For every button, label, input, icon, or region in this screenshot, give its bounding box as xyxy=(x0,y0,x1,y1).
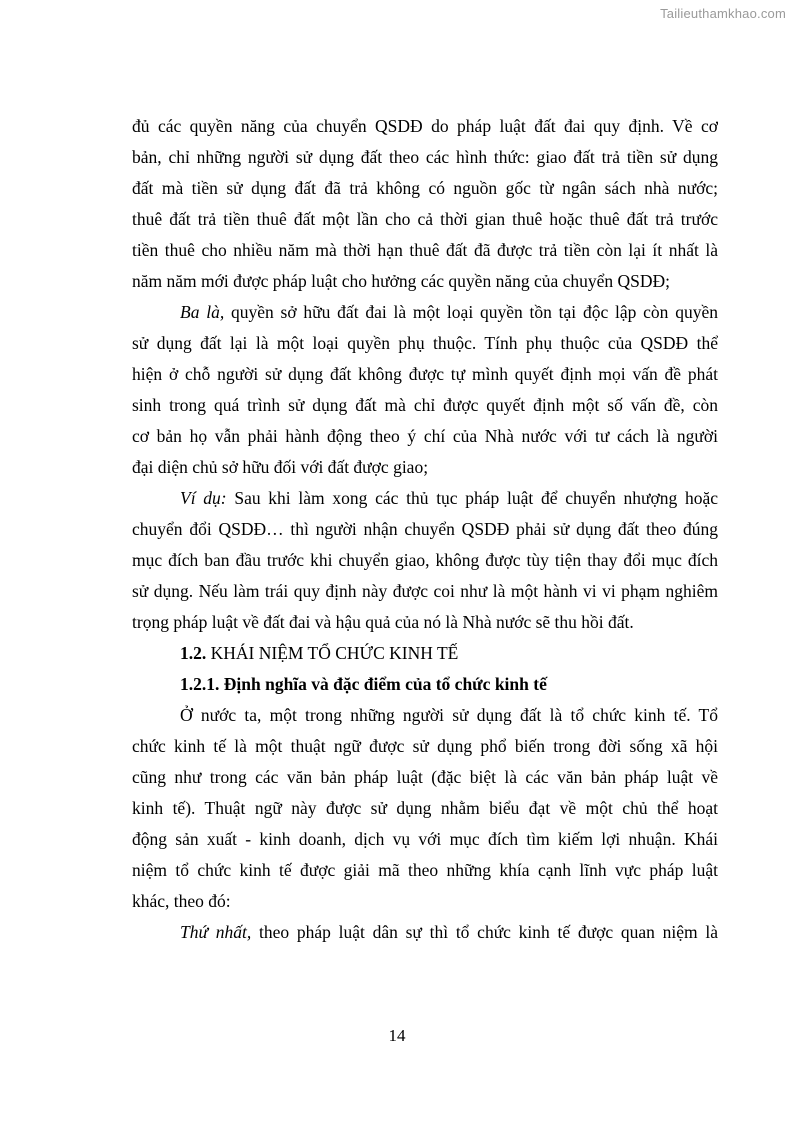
text-line: chức kinh tế là một thuật ngữ được sử dụng phổ biến trong đời sống xã hội xyxy=(132,736,718,756)
page-body xyxy=(132,111,718,948)
paragraph-thu-nhat xyxy=(132,917,718,948)
subsection-heading: 1.2.1. Định nghĩa và đặc điểm của tổ chức kinh tế xyxy=(180,674,547,694)
page-number: 14 xyxy=(388,1026,406,1045)
text-line: mục đích ban đầu trước khi chuyển giao, không được tùy tiện thay đổi mục đích xyxy=(132,550,718,570)
paragraph-continuation xyxy=(132,111,718,297)
text-line xyxy=(132,483,718,514)
italic-lead: Ví dụ: xyxy=(180,488,227,508)
text-line: niệm tổ chức kinh tế được giải mã theo những khía cạnh lĩnh vực pháp luật xyxy=(132,860,718,880)
section-number: 1.2. xyxy=(180,643,207,663)
text-line: chuyển đổi QSDĐ… thì người nhận chuyển QSDĐ phải sử dụng đất theo đúng xyxy=(132,519,718,539)
text-line: đủ các quyền năng của chuyển QSDĐ do pháp luật đất đai quy định. Về cơ xyxy=(132,116,718,136)
text-line: sử dụng. Nếu làm trái quy định này được coi như là một hành vi vi phạm nghiêm xyxy=(132,581,718,601)
text-line xyxy=(132,917,718,948)
italic-lead: Thứ nhất, xyxy=(180,922,252,942)
paragraph-definition xyxy=(132,700,718,917)
text-span: Sau khi làm xong các thủ tục pháp luật để chuyển nhượng hoặc xyxy=(226,488,718,508)
watermark: Tailieuthamkhao.com xyxy=(660,6,786,21)
text-line: sử dụng đất lại là một loại quyền phụ thuộc. Tính phụ thuộc của QSDĐ thể xyxy=(132,333,718,353)
text-line: trọng pháp luật về đất đai và hậu quả của nó là Nhà nước sẽ thu hồi đất. xyxy=(132,612,634,632)
paragraph-ba-la xyxy=(132,297,718,483)
paragraph-vi-du xyxy=(132,483,718,638)
text-line xyxy=(132,297,718,328)
text-span: quyền sở hữu đất đai là một loại quyền tồn tại độc lập còn quyền xyxy=(224,302,718,322)
text-line: hiện ở chỗ người sử dụng đất không được tự mình quyết định mọi vấn đề phát xyxy=(132,364,718,384)
text-line: đất mà tiền sử dụng đất đã trả không có nguồn gốc từ ngân sách nhà nước; xyxy=(132,178,718,198)
text-span: theo pháp luật dân sự thì tổ chức kinh tế được quan niệm là xyxy=(251,922,718,942)
text-line: kinh tế). Thuật ngữ này được sử dụng nhằm biểu đạt về một chủ thể hoạt xyxy=(132,798,718,818)
italic-lead: Ba là, xyxy=(180,302,225,322)
text-line: đại diện chủ sở hữu đối với đất được giao; xyxy=(132,457,429,477)
text-line: cơ bản họ vẫn phải hành động theo ý chí của Nhà nước với tư cách là người xyxy=(132,426,718,446)
section-title: KHÁI NIỆM TỔ CHỨC KINH TẾ xyxy=(206,643,459,663)
text-line: năm năm mới được pháp luật cho hưởng các quyền năng của chuyển QSDĐ; xyxy=(132,271,671,291)
section-heading xyxy=(132,638,718,669)
text-line: cũng như trong các văn bản pháp luật (đặc biệt là các văn bản pháp luật về xyxy=(132,767,718,787)
text-line: khác, theo đó: xyxy=(132,891,231,911)
text-line: sinh trong quá trình sử dụng đất mà chỉ được quyết định một số vấn đề, còn xyxy=(132,395,718,415)
text-line: bản, chỉ những người sử dụng đất theo các hình thức: giao đất trả tiền sử dụng xyxy=(132,147,718,167)
text-line: động sản xuất - kinh doanh, dịch vụ với mục đích tìm kiếm lợi nhuận. Khái xyxy=(132,829,718,849)
text-line: tiền thuê cho nhiều năm mà thời hạn thuê đất đã được trả tiền còn lại ít nhất là xyxy=(132,240,718,260)
text-line: Ở nước ta, một trong những người sử dụng đất là tổ chức kinh tế. Tổ xyxy=(180,705,718,725)
text-line: thuê đất trả tiền thuê đất một lần cho cả thời gian thuê hoặc thuê đất trả trước xyxy=(132,209,718,229)
